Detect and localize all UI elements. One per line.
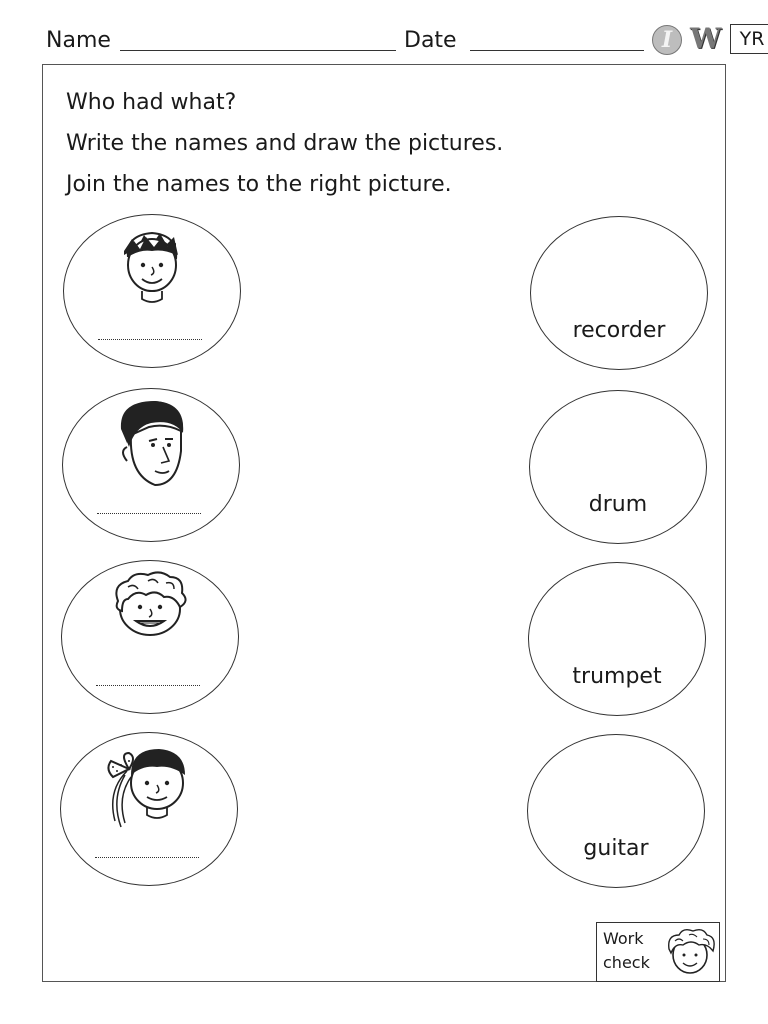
instrument-label-recorder: recorder — [572, 318, 666, 343]
year-badge: YR — [730, 24, 768, 54]
instruction-question: Who had what? — [66, 90, 237, 115]
man-face-icon — [105, 395, 195, 495]
boy-face-icon — [106, 221, 196, 311]
child-bubble-2[interactable] — [62, 388, 240, 542]
child-name-line-1[interactable] — [98, 339, 202, 340]
instrument-label-guitar: guitar — [583, 836, 649, 861]
instrument-label-trumpet: trumpet — [572, 664, 662, 689]
instruction-join: Join the names to the right picture. — [66, 172, 452, 197]
work-check-box[interactable] — [596, 922, 720, 982]
child-bubble-1[interactable] — [63, 214, 241, 368]
child-bubble-4[interactable] — [60, 732, 238, 886]
name-field[interactable] — [120, 50, 396, 51]
instrument-bubble-guitar[interactable] — [527, 734, 705, 888]
child-name-line-3[interactable] — [96, 685, 200, 686]
instrument-bubble-recorder[interactable] — [530, 216, 708, 370]
date-label: Date — [404, 28, 457, 53]
curly-boy-face-icon — [104, 567, 194, 647]
instruction-write: Write the names and draw the pictures. — [66, 131, 504, 156]
i-badge-icon: I — [652, 25, 682, 55]
w-badge-icon: W — [690, 22, 722, 55]
header — [46, 22, 765, 58]
work-check-label-1: Work — [603, 929, 644, 948]
work-check-label-2: check — [603, 953, 650, 972]
instrument-bubble-trumpet[interactable] — [528, 562, 706, 716]
child-bubble-3[interactable] — [61, 560, 239, 714]
instrument-bubble-drum[interactable] — [529, 390, 707, 544]
smiling-child-icon — [663, 927, 717, 979]
name-label: Name — [46, 28, 111, 53]
child-name-line-2[interactable] — [97, 513, 201, 514]
instrument-label-drum: drum — [588, 492, 648, 517]
child-name-line-4[interactable] — [95, 857, 199, 858]
girl-face-icon — [101, 741, 201, 831]
date-field[interactable] — [470, 50, 644, 51]
